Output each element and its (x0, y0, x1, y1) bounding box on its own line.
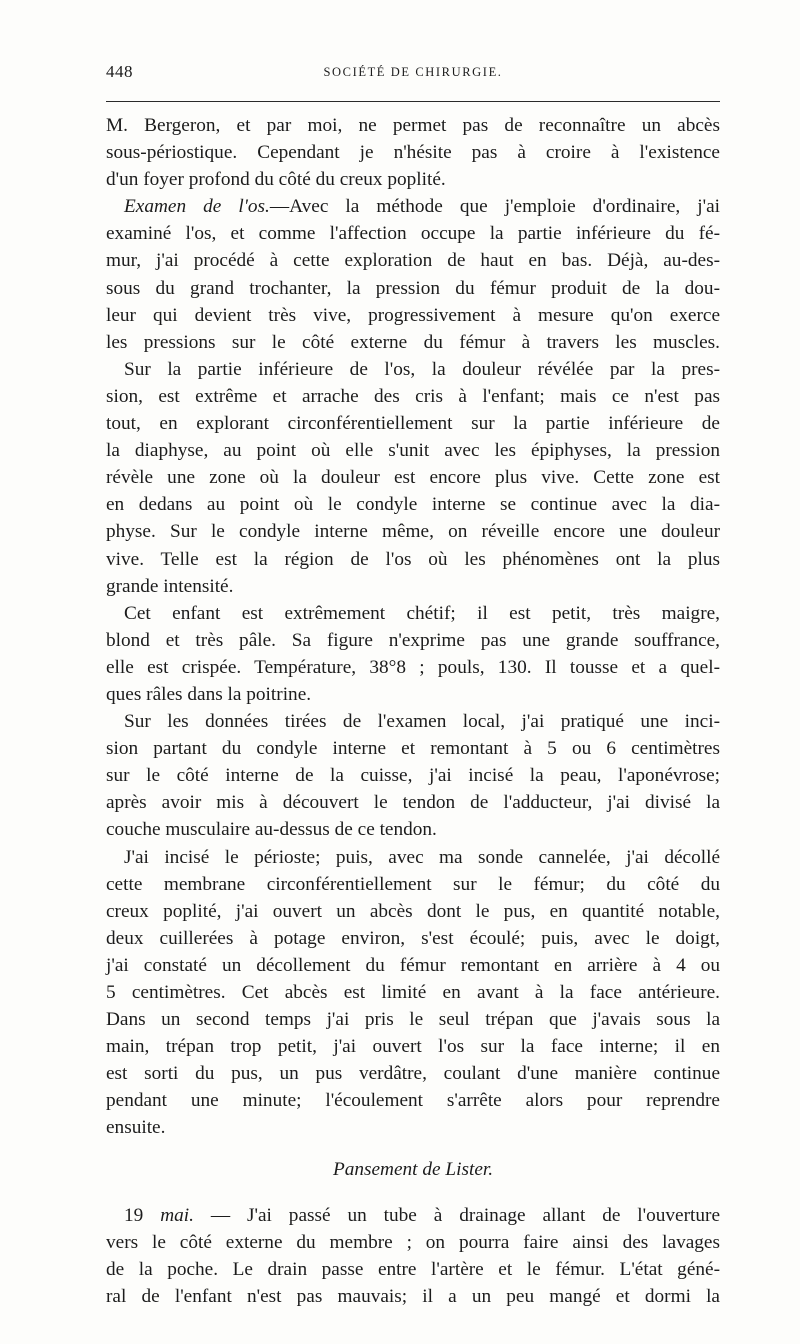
text-line: pendant une minute; l'écoulement s'arrête alors pour reprendre (106, 1090, 720, 1112)
spacer (106, 1142, 720, 1156)
text-line: 5 centimètres. Cet abcès est limité en avant à la face antérieure. (106, 982, 720, 1003)
text-line (106, 1202, 720, 1229)
text-line: est sorti du pus, un pus verdâtre, coulant d'une manière continue (106, 1063, 720, 1085)
date-number: 19 (124, 1204, 144, 1226)
text-line: Sur les données tirées de l'examen local, j'ai pratiqué une inci- (124, 711, 720, 733)
text-run: — J'ai passé un tube à drainage allant de l'ouverture (210, 1204, 720, 1226)
text-line: leur qui devient très vive, progressivement à mesure qu'on exerce (106, 304, 720, 326)
text-line: examiné l'os, et comme l'affection occupe la partie inférieure du fé- (106, 223, 720, 245)
text-line: main, trépan trop petit, j'ai ouvert l'os sur la face interne; il en (106, 1036, 720, 1058)
text-line: Dans un second temps j'ai pris le seul trépan que j'avais sous la (106, 1009, 720, 1031)
text-line: sion partant du condyle interne et remontant à 5 ou 6 centimètres (106, 738, 720, 760)
text-line: j'ai constaté un décollement du fémur remontant en arrière à 4 ou (106, 954, 720, 976)
text-line: sion, est extrême et arrache des cris à l'enfant; mais ce n'est pas (106, 385, 720, 407)
text-line: grande intensité. (106, 575, 234, 597)
text-line: révèle une zone où la douleur est encore plus vive. Cette zone est (106, 467, 720, 489)
text-line: sous-périostique. Cependant je n'hésite pas à croire à l'existence (106, 142, 720, 164)
text-line: J'ai incisé le périoste; puis, avec ma sonde cannelée, j'ai décollé (124, 846, 720, 868)
text-line: la diaphyse, au point où elle s'unit avec les épiphyses, la pression (106, 440, 720, 462)
running-head: SOCIÉTÉ DE CHIRURGIE. (323, 65, 503, 79)
text-line: ral de l'enfant n'est pas mauvais; il a un peu mangé et dormi la (106, 1285, 720, 1307)
page-number: 448 (106, 62, 133, 81)
text-line: M. Bergeron, et par moi, ne permet pas de reconnaître un abcès (106, 115, 720, 136)
text-line: après avoir mis à découvert le tendon de l'adducteur, j'ai divisé la (106, 792, 720, 814)
header-rule (106, 101, 720, 102)
text-line: deux cuillerées à potage environ, s'est écoulé; puis, avec le doigt, (106, 927, 720, 949)
text-line: blond et très pâle. Sa figure n'exprime pas une grande souffrance, (106, 629, 720, 651)
text-run: —Avec la méthode que j'emploie d'ordinaire, j'ai (269, 196, 721, 218)
inline-heading-italic: Examen de l'os. (124, 196, 270, 218)
text-line: tout, en explorant circonférentiellement sur la partie inférieure de (106, 413, 720, 435)
text-line: sous du grand trochanter, la pression du fémur produit de la dou- (106, 277, 720, 299)
section-heading-text: Pansement de Lister. (332, 1158, 494, 1180)
text-line: Sur la partie inférieure de l'os, la douleur révélée par la pres- (124, 358, 720, 380)
text-line: vers le côté externe du membre ; on pourra faire ainsi des lavages (106, 1231, 720, 1253)
text-line: ques râles dans la poitrine. (106, 683, 312, 705)
text-line (106, 193, 720, 220)
text-line: les pressions sur le côté externe du fémur à travers les muscles. (106, 331, 720, 353)
text-line: Cet enfant est extrêmement chétif; il est petit, très maigre, (124, 602, 720, 624)
text-line: ensuite. (106, 1117, 166, 1139)
text-line: vive. Telle est la région de l'os où les phénomènes ont la plus (106, 548, 720, 570)
text-line: de la poche. Le drain passe entre l'artère et le fémur. L'état géné- (106, 1258, 720, 1280)
page-header (106, 62, 720, 86)
text-line: physe. Sur le condyle interne même, on réveille encore une douleur (106, 521, 720, 543)
text-line: couche musculaire au-dessus de ce tendon. (106, 819, 437, 841)
body-text (106, 112, 720, 1310)
date-month-italic: mai. (160, 1204, 194, 1226)
text-line: creux poplité, j'ai ouvert un abcès dont le pus, en quantité notable, (106, 900, 720, 922)
text-line: elle est crispée. Température, 38°8 ; pouls, 130. Il tousse et a quel- (106, 656, 720, 678)
text-line: en dedans au point où le condyle interne se continue avec la dia- (106, 494, 720, 516)
spacer (106, 1183, 720, 1202)
text-line: cette membrane circonférentiellement sur le fémur; du côté du (106, 873, 720, 895)
text-line: sur le côté interne de la cuisse, j'ai incisé la peau, l'aponévrose; (106, 765, 720, 787)
text-line: mur, j'ai procédé à cette exploration de haut en bas. Déjà, au-des- (106, 250, 720, 272)
text-line: d'un foyer profond du côté du creux poplité. (106, 169, 446, 191)
section-heading (106, 1156, 720, 1183)
